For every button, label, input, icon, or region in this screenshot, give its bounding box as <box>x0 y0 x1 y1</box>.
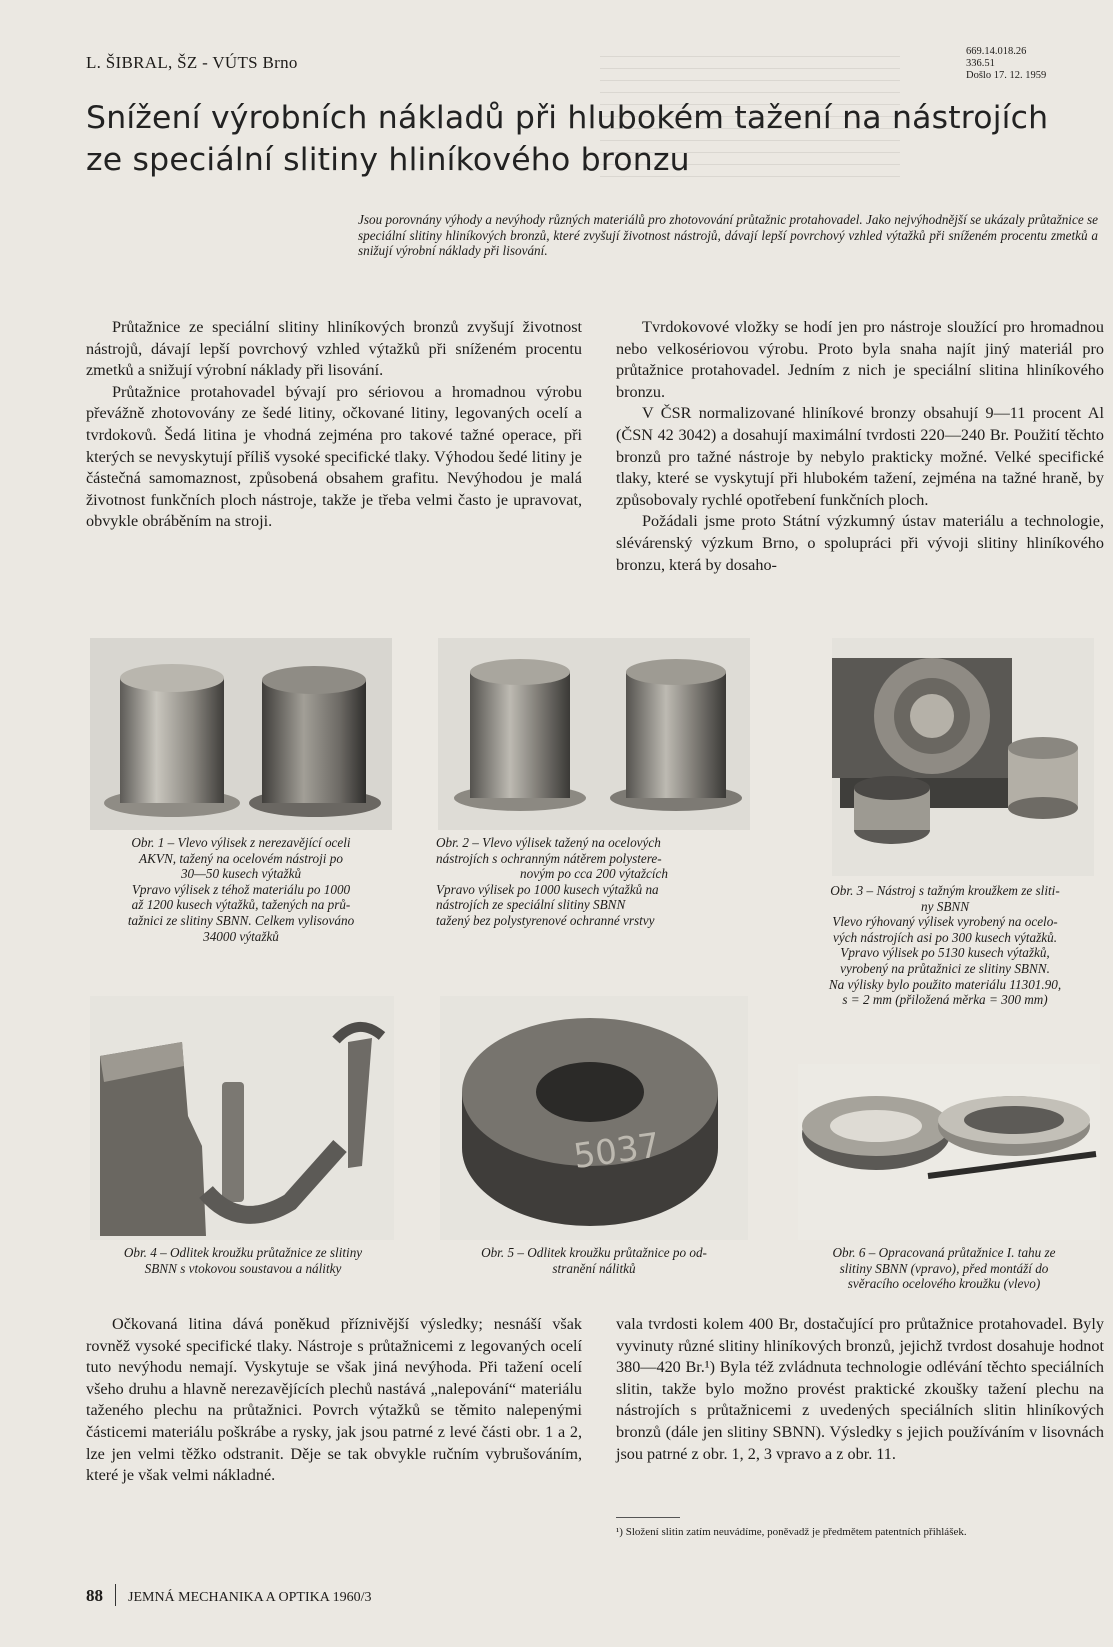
caption-line: tažený bez polystyrenové ochranné vrstvy <box>436 912 655 928</box>
caption-line: nástrojích s ochranným nátěrem polystere- <box>436 850 662 866</box>
title-line-2: ze speciální slitiny hliníkového bronzu <box>86 142 690 178</box>
caption-line: Vpravo výlisek po 5130 kusech výtažků, <box>840 945 1050 961</box>
footnote: ¹) Složení slitin zatím neuvádíme, poněvadž je předmětem patentních přihlášek. <box>616 1526 967 1538</box>
caption-line: Obr. 3 – Nástroj s tažným kroužkem ze sliti- <box>830 883 1060 898</box>
abstract: Jsou porovnány výhody a nevýhody různých materiálů pro zhotovování průtažnic protahovadel. Jako nejvýhodnější se ukázaly průtažnice se speciální slitiny hliníkových bronzů, které zvyšují životnost nástrojů, dávají lepší povrchový vzhled výtažků při sníženém procentu zmetků a snižují výrobní náklady při lisování. <box>358 212 1098 259</box>
figure-5-caption <box>436 1245 752 1276</box>
received-date: Došlo 17. 12. 1959 <box>966 70 1047 81</box>
caption-line: Vlevo rýhovaný výlisek vyrobený na ocelo- <box>832 914 1058 930</box>
figure-1-photo <box>90 638 392 830</box>
figure-3-caption <box>786 883 1104 1008</box>
caption-line: 34000 výtažků <box>203 928 279 944</box>
udc-code-1: 669.14.018.26 <box>966 46 1027 57</box>
bottom-right-column <box>616 1314 1104 1465</box>
figure-5-photo <box>440 996 748 1240</box>
fig5-marking: 5037 <box>571 1125 663 1178</box>
page-number: 88 <box>86 1586 103 1605</box>
figure-4-caption <box>88 1245 398 1276</box>
top-right-column <box>616 317 1104 576</box>
caption-line: s = 2 mm (přiložená měrka = 300 mm) <box>842 992 1048 1008</box>
paragraph: Průtažnice protahovadel bývají pro sériovou a hromadnou výrobu převážně zhotovovány ze šedé litiny, očkované litiny, legovaných ocelí a tvrdokovů. Šedá litina je vhodná zejména pro takové tažné operace, při kterých se nevyskytují příliš vysoké specifické tlaky. Výhodou šedé litiny je částečná samomaznost, způsobená obsahem grafitu. Nevýhodou je malá životnost funkčních ploch nástroje, takže je třeba velmi často je upravovat, obvykle obráběním na stroji. <box>86 382 582 531</box>
caption-line: ny SBNN <box>921 898 969 914</box>
caption-line: Obr. 4 – Odlitek kroužku průtažnice ze slitiny <box>123 1245 363 1260</box>
caption-line: 30—50 kusech výtažků <box>180 866 302 882</box>
caption-line: Obr. 5 – Odlitek kroužku průtažnice po od- <box>481 1245 707 1260</box>
caption-line: až 1200 kusech výtažků, tažených na prů- <box>131 897 351 913</box>
caption-line: Obr. 2 – Vlevo výlisek tažený na ocelových <box>436 835 661 850</box>
caption-line: Obr. 1 – Vlevo výlisek z nerezavějící oceli <box>131 835 351 850</box>
figure-2-photo <box>438 638 750 830</box>
paragraph: Tvrdokovové vložky se hodí jen pro nástroje sloužící pro hromadnou nebo velkosériovou výrobu. Proto byla snaha najít jiný materiál pro průtažnice protahovadel. Jedním z nich je speciální slitina hliníkového bronzu. <box>616 318 1104 401</box>
footnote-rule <box>616 1517 680 1518</box>
paragraph: V ČSR normalizované hliníkové bronzy obsahují 9—11 procent Al (ČSN 42 3042) a dosahují maximální tvrdosti 220—240 Br. Použití těchto bronzů pro tažné nástroje by nebylo prakticky možné. Velké specifické tlaky, které se vyskytují při hlubokém tažení, zejména na tažné hraně, by způsobovaly rychlé opotřebení funkčních ploch. <box>616 404 1104 509</box>
udc-code-2: 336.51 <box>966 58 995 69</box>
caption-line: tažnici ze slitiny SBNN. Celkem vylisováno <box>127 912 355 928</box>
caption-line: Na výlisky bylo použito materiálu 11301.90, <box>828 976 1062 992</box>
caption-line: nástrojích ze speciální slitiny SBNN <box>436 897 626 913</box>
paragraph: vala tvrdosti kolem 400 Br, dostačující pro průtažnice protahovadel. Byly vyvinuty různé slitiny hliníkových bronzů, jejichž tvrdost dosahuje hodnot 380—420 Br.¹) Byla též zvládnuta technologie odlévání těchto speciálních slitin, takže bylo možno provést praktické zkoušky tažení plechu na nástrojích s průtažnicemi z uvedených speciálních slitin hliníkových bronzů (dále jen slitiny SBNN). Výsledky s jejich používáním v lisovnách jsou patrné z obr. 1, 2, 3 vpravo a z obr. 11. <box>616 1315 1104 1463</box>
paragraph: Průtažnice ze speciální slitiny hliníkových bronzů zvyšují životnost nástrojů, dávají lepší povrchový vzhled výtažků při sníženém procentu zmetků a snižují výrobní náklady při lisování. <box>86 318 582 380</box>
top-left-column <box>86 317 582 533</box>
footer-divider <box>115 1584 116 1606</box>
article-title <box>86 97 1076 181</box>
caption-line: Vpravo výlisek po 1000 kusech výtažků na <box>436 881 659 897</box>
caption-line: vyrobený na průtažnici ze slitiny SBNN. <box>840 960 1050 976</box>
title-line-1: Snížení výrobních nákladů při hlubokém tažení na nástrojích <box>86 100 1049 136</box>
reference-codes <box>966 46 1046 82</box>
paragraph: Očkovaná litina dává poněkud příznivější výsledky; nesnáší však rovněž vysoké specifické tlaky. Nástroje s průtažnicemi z legovaných ocelí tuto nevýhodu nemají. Vyskytuje se však jiná nevýhoda. Při tažení ocelí všeho druhu a hlavně nerezavějících plechů nastává „nalepování“ materiálu taženého plechu na průtažnici. Povrch výtažků se těmito nalepenými částicemi materiálu poškrábe a rysky, jak jsou patrné z levé části obr. 1 a 2, lze jen velmi těžko odstranit. Děje se tak obvykle ručním vybrušováním, které je však velmi nákladné. <box>86 1315 582 1485</box>
figure-4-photo <box>90 996 394 1240</box>
figure-6-photo <box>798 1064 1100 1240</box>
caption-line: vých nástrojích asi po 300 kusech výtažků. <box>832 929 1057 945</box>
caption-line: Obr. 6 – Opracovaná průtažnice I. tahu ze <box>832 1245 1056 1260</box>
paragraph: Požádali jsme proto Státní výzkumný ústav materiálu a technologie, slévárenský výzkum Brno, o spolupráci při vývoji slitiny hliníkového bronzu, která by dosaho- <box>616 512 1104 574</box>
caption-line: AKVN, tažený na ocelovém nástroji po <box>139 850 343 866</box>
page-footer <box>86 1584 371 1606</box>
caption-line: stranění nálitků <box>552 1260 636 1276</box>
bottom-left-column <box>86 1314 582 1487</box>
figure-1-caption <box>88 835 394 944</box>
caption-line: novým po cca 200 výtažcích <box>520 866 668 882</box>
figure-3-photo <box>832 638 1094 876</box>
figure-2-caption <box>436 835 752 929</box>
caption-line: Vpravo výlisek z téhož materiálu po 1000 <box>131 881 351 897</box>
caption-line: svěracího ocelového kroužku (vlevo) <box>847 1276 1041 1292</box>
caption-line: SBNN s vtokovou soustavou a nálitky <box>144 1260 342 1276</box>
figure-6-caption <box>784 1245 1104 1292</box>
caption-line: slitiny SBNN (vpravo), před montáží do <box>839 1260 1049 1276</box>
journal-name: JEMNÁ MECHANIKA A OPTIKA 1960/3 <box>128 1590 372 1605</box>
author-line: L. ŠIBRAL, ŠZ - VÚTS Brno <box>86 53 298 72</box>
